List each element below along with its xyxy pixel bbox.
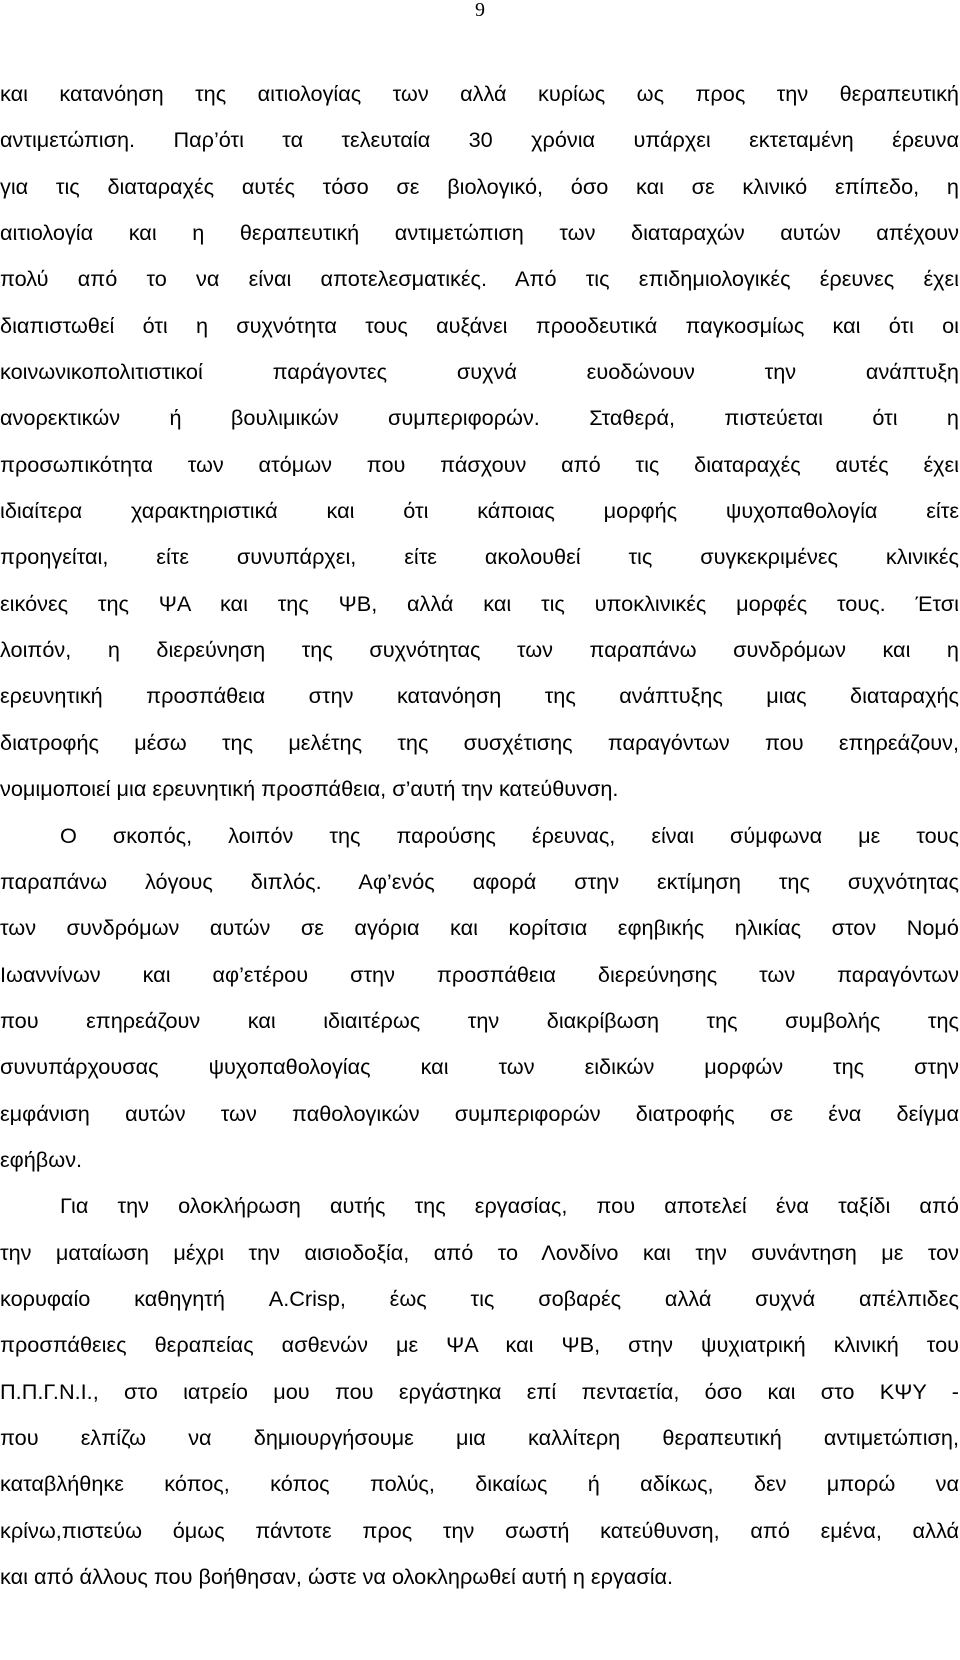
text-line: διαπιστωθεί ότι η συχνότητα τους αυξάνει προοδευτικά παγκοσμίως και ότι οι	[0, 312, 959, 338]
document-body	[0, 71, 959, 1600]
text-line: εμφάνιση αυτών των παθολογικών συμπεριφορών διατροφής σε ένα δείγμα	[0, 1100, 959, 1126]
text-line: Ιωαννίνων και αφ’ετέρου στην προσπάθεια διερεύνησης των παραγόντων	[0, 961, 959, 987]
text-line: εικόνες της ΨΑ και της ΨΒ, αλλά και τις υποκλινικές μορφές τους. Έτσι	[0, 590, 959, 616]
text-line: κρίνω,πιστεύω όμως πάντοτε προς την σωστή κατεύθυνση, από εμένα, αλλά	[0, 1517, 959, 1543]
text-line: νομιμοποιεί μια ερευνητική προσπάθεια, σ’αυτή την κατεύθυνση.	[0, 776, 619, 802]
text-line: παραπάνω λόγους διπλός. Αφ’ενός αφορά στην εκτίμηση της συχνότητας	[0, 868, 959, 894]
text-line: Για την ολοκλήρωση αυτής της εργασίας, που αποτελεί ένα ταξίδι από	[60, 1193, 959, 1219]
text-line: αιτιολογία και η θεραπευτική αντιμετώπιση των διαταραχών αυτών απέχουν	[0, 220, 959, 246]
text-line: ερευνητική προσπάθεια στην κατανόηση της ανάπτυξης μιας διαταραχής	[0, 683, 959, 709]
text-line: προσπάθειες θεραπείας ασθενών με ΨΑ και ΨΒ, στην ψυχιατρική κλινική του	[0, 1332, 959, 1358]
text-line: ιδιαίτερα χαρακτηριστικά και ότι κάποιας μορφής ψυχοπαθολογία είτε	[0, 498, 959, 524]
paragraph-etiology-context	[0, 71, 959, 813]
text-line: και από άλλους που βοήθησαν, ώστε να ολοκληρωθεί αυτή η εργασία.	[0, 1564, 674, 1589]
page-number: 9	[475, 0, 485, 21]
text-line: ανορεκτικών ή βουλιμικών συμπεριφορών. Σταθερά, πιστεύεται ότι η	[0, 405, 959, 431]
text-line: αντιμετώπιση. Παρ’ότι τα τελευταία 30 χρόνια υπάρχει εκτεταμένη έρευνα	[0, 127, 959, 153]
text-line: διατροφής μέσω της μελέτης της συσχέτισης παραγόντων που επηρεάζουν,	[0, 729, 959, 755]
text-line: που ελπίζω να δημιουργήσουμε μια καλλίτερη θεραπευτική αντιμετώπιση,	[0, 1424, 959, 1450]
text-line: συνυπάρχουσας ψυχοπαθολογίας και των ειδικών μορφών της στην	[0, 1054, 959, 1080]
text-line: Ο σκοπός, λοιπόν της παρούσης έρευνας, είναι σύμφωνα με τους	[60, 822, 959, 848]
text-line: για τις διαταραχές αυτές τόσο σε βιολογικό, όσο και σε κλινικό επίπεδο, η	[0, 173, 959, 199]
text-line: προσωπικότητα των ατόμων που πάσχουν από τις διαταραχές αυτές έχει	[0, 451, 959, 477]
text-line: την ματαίωση μέχρι την αισιοδοξία, από το Λονδίνο και την συνάντηση με τον	[0, 1239, 959, 1265]
text-line: που επηρεάζουν και ιδιαιτέρως την διακρίβωση της συμβολής της	[0, 1007, 959, 1033]
text-line: προηγείται, είτε συνυπάρχει, είτε ακολουθεί τις συγκεκριμένες κλινικές	[0, 544, 959, 570]
text-line: εφήβων.	[0, 1146, 83, 1172]
text-line: των συνδρόμων αυτών σε αγόρια και κορίτσια εφηβικής ηλικίας στον Νομό	[0, 915, 959, 941]
text-line: και κατανόηση της αιτιολογίας των αλλά κυρίως ως προς την θεραπευτική	[0, 81, 959, 106]
text-line: Π.Π.Γ.Ν.Ι., στο ιατρείο μου που εργάστηκα επί πενταετία, όσο και στο ΚΨΥ -	[0, 1378, 959, 1404]
paragraph-acknowledgement	[0, 1183, 959, 1600]
text-line: πολύ από το να είναι αποτελεσματικές. Από τις επιδημιολογικές έρευνες έχει	[0, 266, 959, 292]
text-line: κορυφαίο καθηγητή A.Crisp, έως τις σοβαρές αλλά συχνά απέλπιδες	[0, 1285, 959, 1311]
text-line: λοιπόν, η διερεύνηση της συχνότητας των παραπάνω συνδρόμων και η	[0, 637, 959, 663]
text-line: καταβλήθηκε κόπος, κόπος πολύς, δικαίως ή αδίκως, δεν μπορώ να	[0, 1471, 959, 1497]
text-line: κοινωνικοπολιτιστικοί παράγοντες συχνά ευοδώνουν την ανάπτυξη	[0, 359, 959, 385]
paragraph-study-aim	[0, 813, 959, 1184]
